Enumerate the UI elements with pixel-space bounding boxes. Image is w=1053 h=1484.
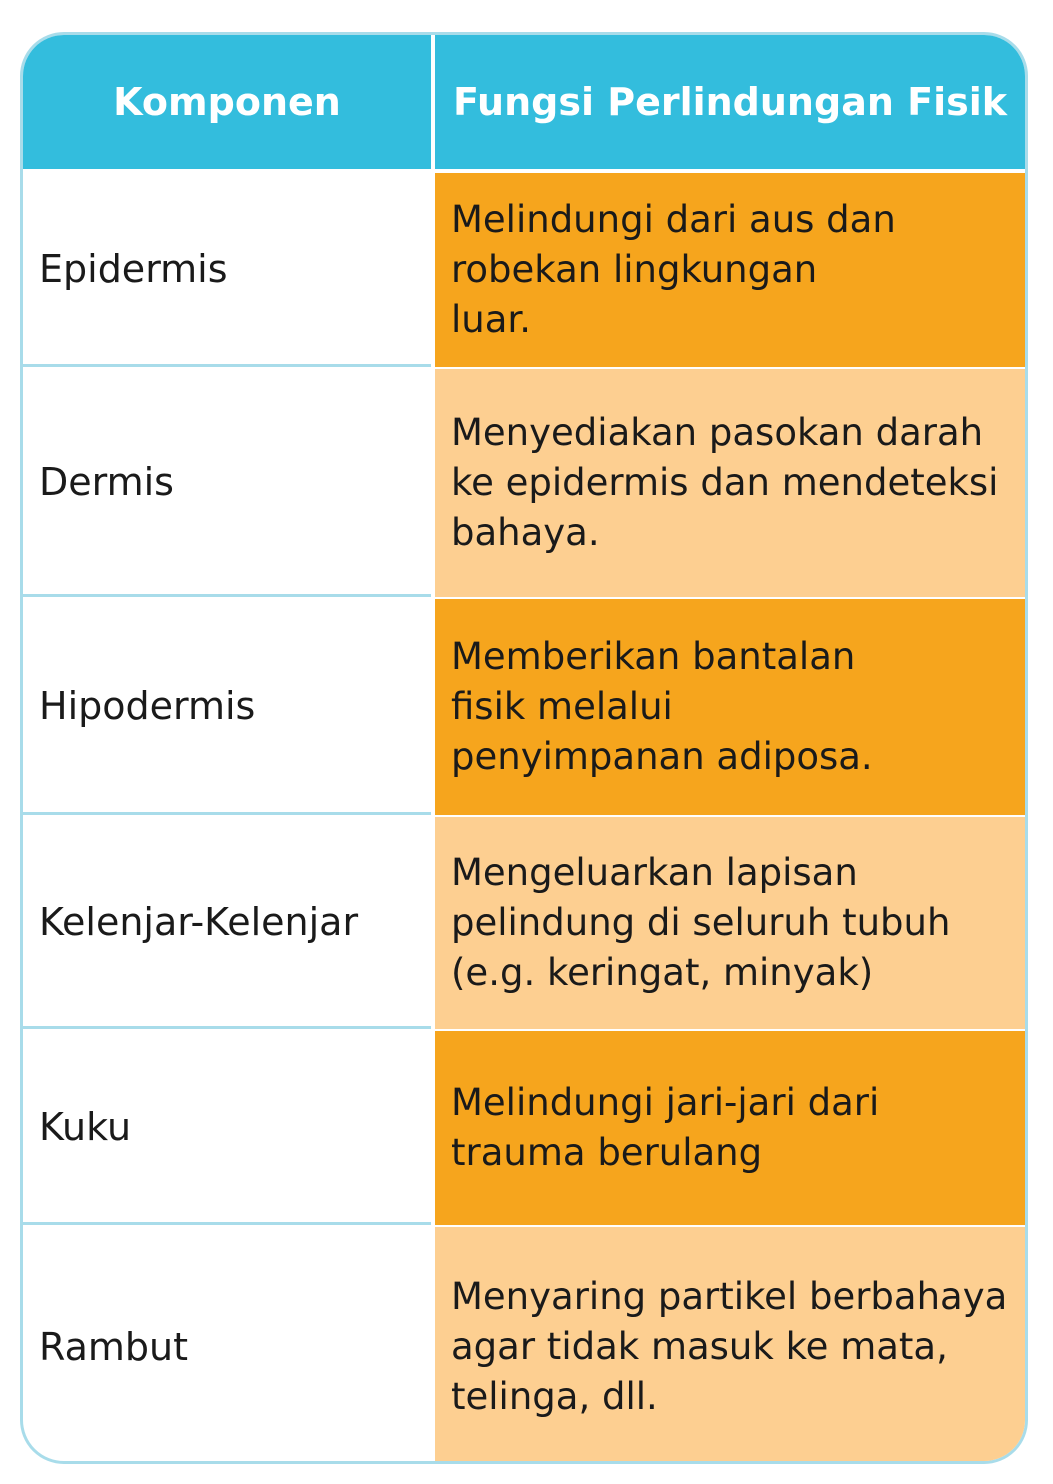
function-cell: Melindungi dari aus dan robekan lingkungan luar.: [435, 173, 1025, 367]
table-row: [23, 599, 1025, 815]
table-row: [23, 369, 1025, 597]
table-row: [23, 1031, 1025, 1225]
table-row: [23, 817, 1025, 1029]
component-cell: Kuku: [23, 1031, 431, 1225]
function-cell: Mengeluarkan lapisan pelindung di seluruh tubuh (e.g. keringat, minyak): [435, 817, 1025, 1029]
function-cell: Melindungi jari-jari dari trauma berulang: [435, 1031, 1025, 1225]
component-cell: Rambut: [39, 1325, 188, 1369]
table-row: [23, 1227, 1025, 1464]
component-cell: Kelenjar-Kelenjar: [23, 817, 431, 1029]
function-cell: Menyediakan pasokan darah ke epidermis dan mendeteksi bahaya.: [435, 369, 1025, 597]
function-cell: Menyaring partikel berbahaya agar tidak masuk ke mata, telinga, dll.: [435, 1227, 1025, 1464]
table-row: [23, 173, 1025, 367]
skin-protection-table: [20, 32, 1028, 1464]
function-cell: Memberikan bantalan fisik melalui penyimpanan adiposa.: [435, 599, 1025, 815]
table-header: [23, 35, 1025, 169]
component-cell: Epidermis: [23, 173, 431, 367]
component-cell: Dermis: [23, 369, 431, 597]
component-cell: Hipodermis: [23, 599, 431, 815]
header-fungsi: Fungsi Perlindungan Fisik: [435, 35, 1025, 169]
header-komponen: Komponen: [23, 35, 431, 169]
